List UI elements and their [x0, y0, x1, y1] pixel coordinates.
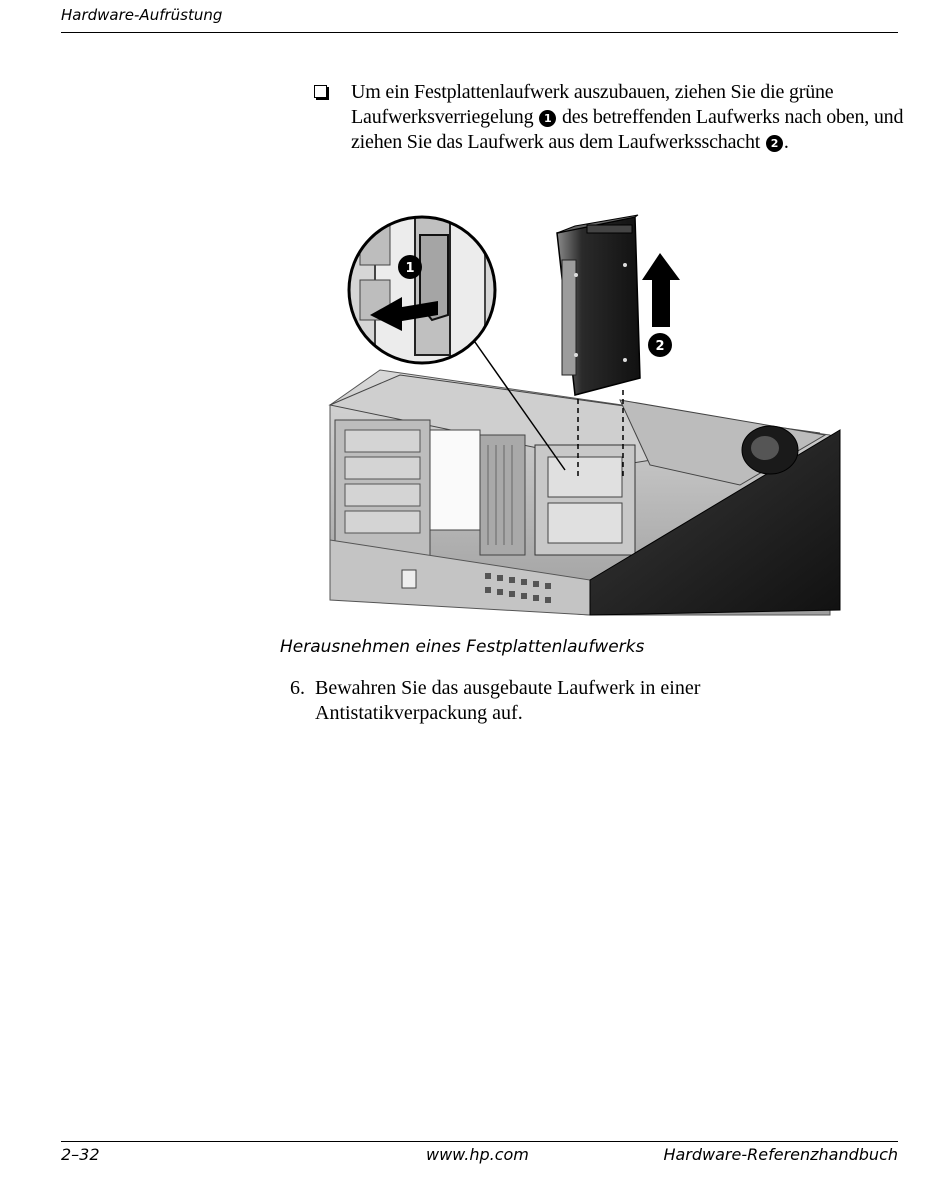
- running-header: Hardware-Aufrüstung: [61, 6, 223, 24]
- up-arrow-icon: [642, 253, 680, 327]
- callout-2-badge: [648, 333, 672, 357]
- callout-1-label: 1: [405, 261, 415, 276]
- footer-rule: [61, 1141, 898, 1142]
- instruction-text: [351, 80, 911, 155]
- instruction-part-1: Um ein Festplattenlaufwerk auszubauen, ziehen Sie die grüne Laufwerksverriegelung: [351, 81, 834, 128]
- footer-url: www.hp.com: [426, 1145, 529, 1164]
- step-number: 6.: [290, 677, 305, 699]
- step-text: Bewahren Sie das ausgebaute Laufwerk in einer Antistatikverpackung auf.: [315, 677, 701, 724]
- callout-2-label: 2: [655, 339, 665, 354]
- header-rule: [61, 32, 898, 33]
- hard-drive: [557, 215, 640, 395]
- instruction-part-2: des betreffenden Laufwerks nach oben, und ziehen Sie das Laufwerk aus dem Laufwerksschacht: [351, 106, 904, 153]
- callout-1-icon: 1: [539, 110, 556, 127]
- checkbox-icon: [314, 85, 327, 98]
- book-title: Hardware-Referenzhandbuch: [663, 1145, 898, 1164]
- figure-caption: Herausnehmen eines Festplattenlaufwerks: [280, 637, 645, 657]
- latch-detail-magnifier: [349, 215, 500, 375]
- callout-2-icon: 2: [766, 135, 783, 152]
- hard-drive-removal-illustration: [320, 195, 850, 620]
- instruction-part-3: .: [783, 131, 789, 153]
- computer-chassis: [330, 370, 840, 615]
- callout-1-badge: [398, 255, 422, 279]
- page-number: 2–32: [61, 1145, 100, 1164]
